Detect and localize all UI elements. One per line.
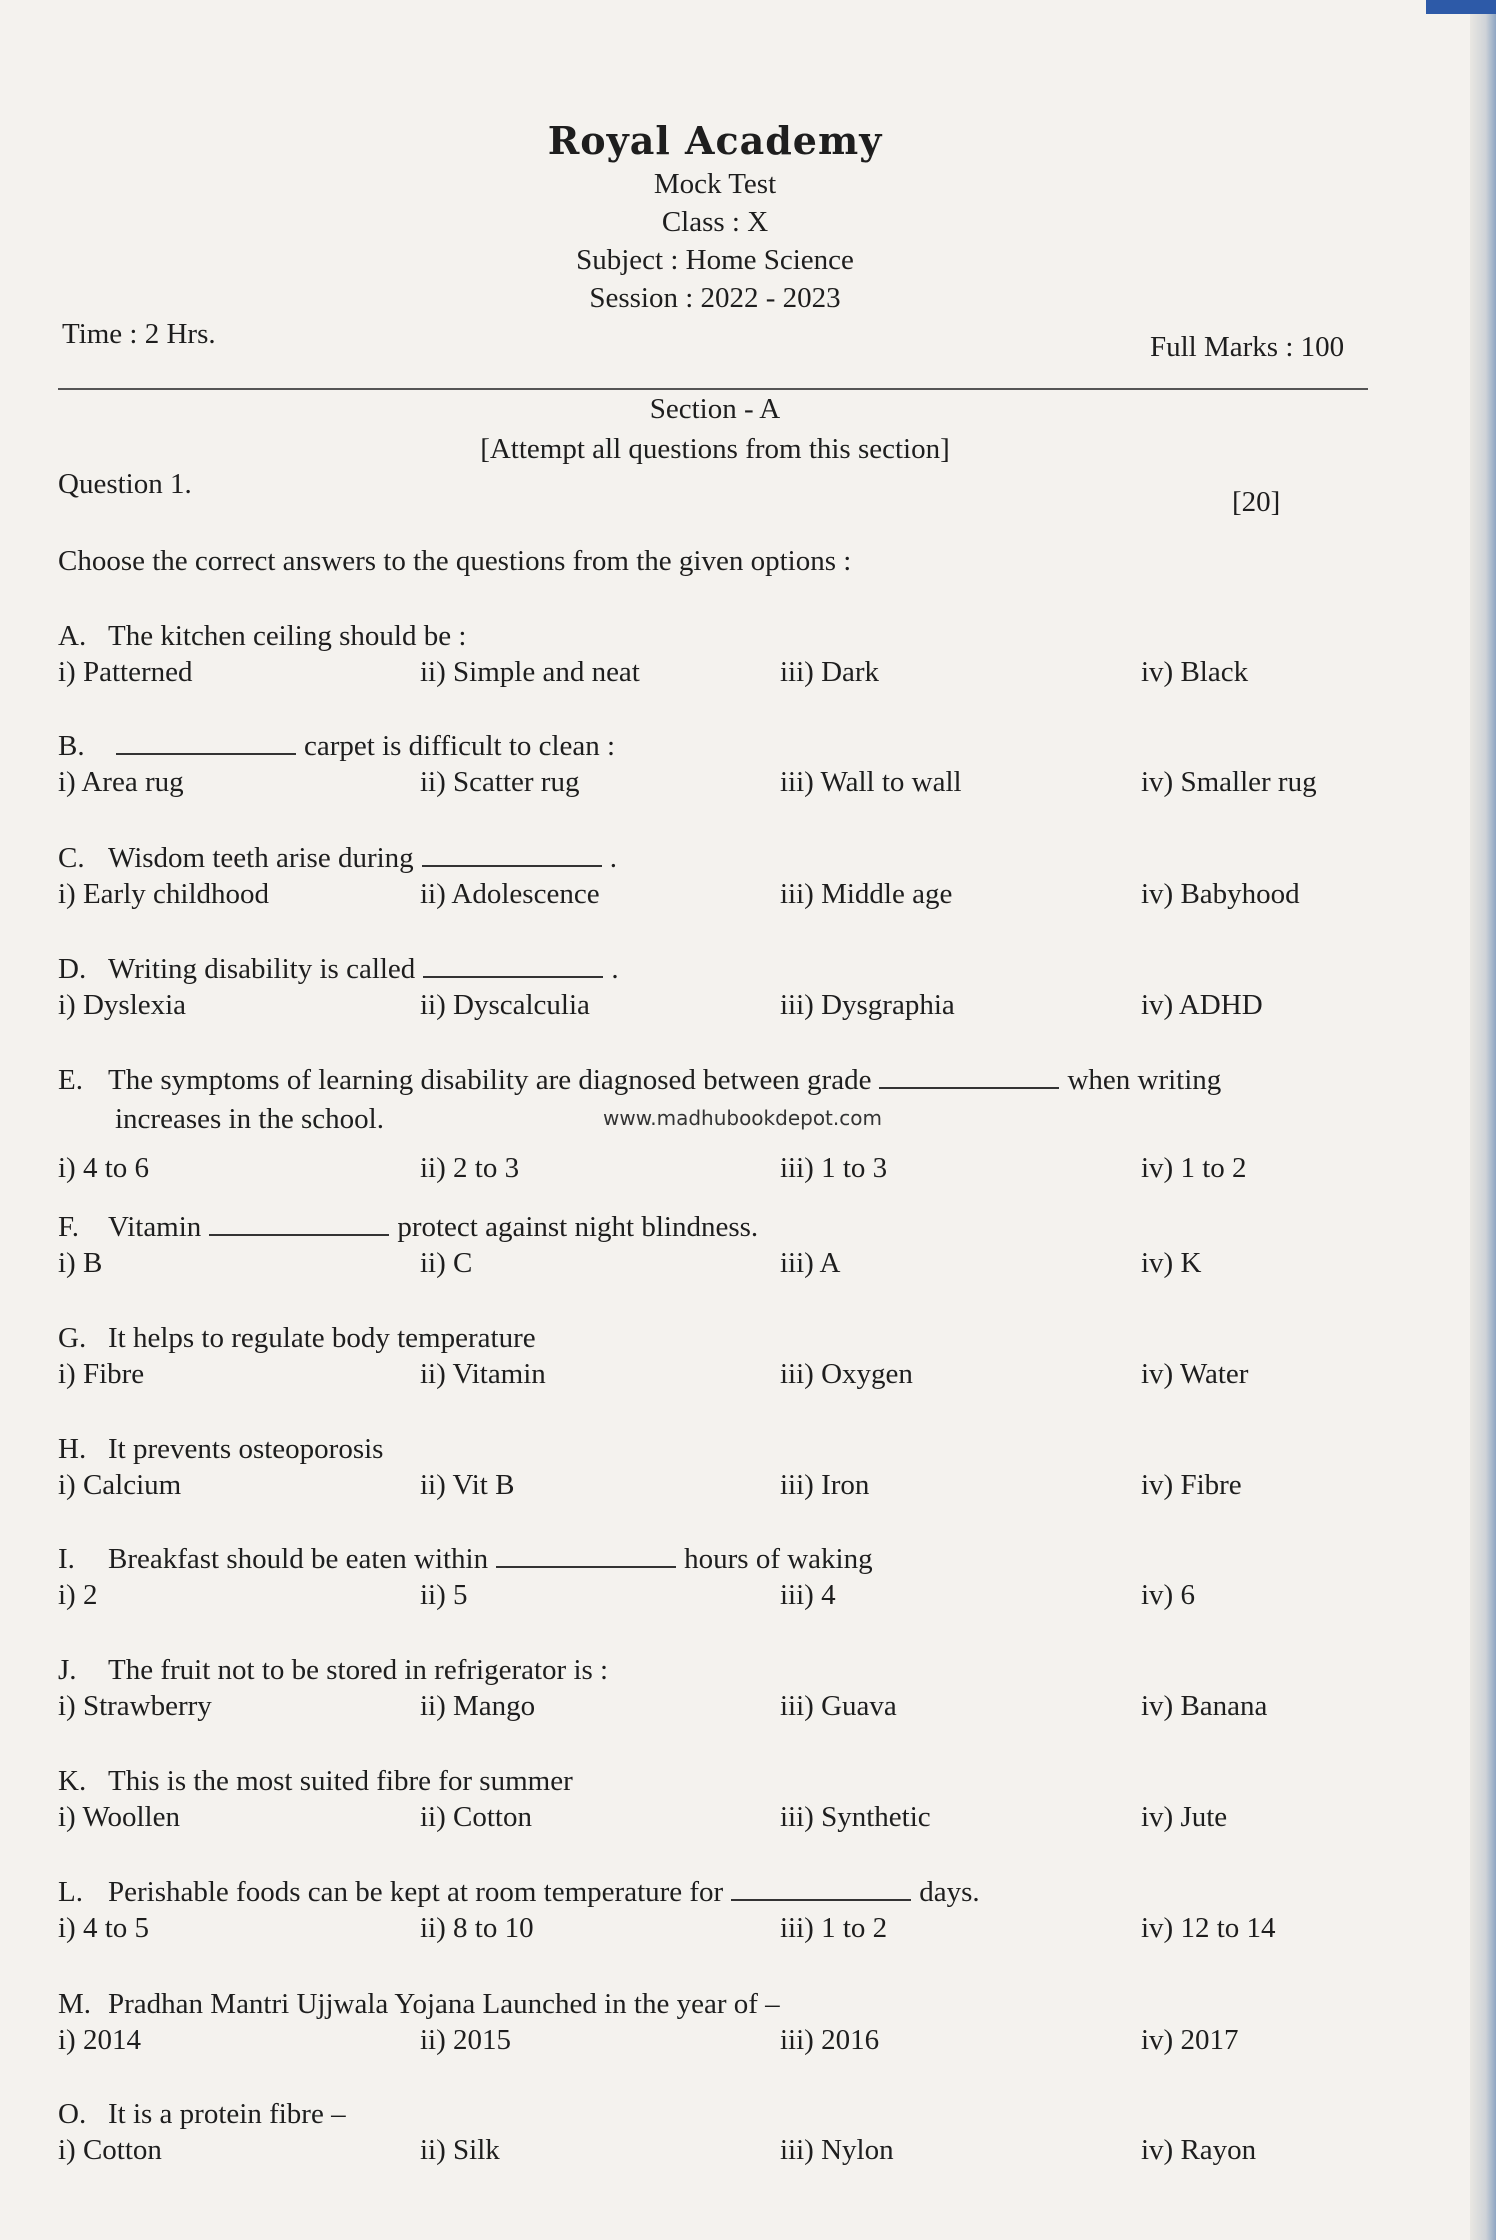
option-4: iv) K bbox=[1141, 1247, 1202, 1279]
question-text bbox=[58, 1433, 383, 1466]
option-3: iii) 2016 bbox=[780, 2024, 880, 2056]
answer-blank bbox=[116, 731, 296, 755]
answer-blank bbox=[422, 843, 602, 867]
question-stem-end: carpet is difficult to clean : bbox=[304, 730, 616, 762]
option-4: iv) Fibre bbox=[1141, 1469, 1242, 1501]
option-4: iv) Babyhood bbox=[1141, 878, 1300, 910]
question-stem: The fruit not to be stored in refrigerator is : bbox=[108, 1654, 609, 1686]
option-1: i) Calcium bbox=[58, 1469, 182, 1501]
question-stem: Breakfast should be eaten within bbox=[108, 1543, 489, 1575]
question-text bbox=[58, 1322, 536, 1355]
question-item bbox=[58, 1211, 1398, 1311]
question-text bbox=[58, 1064, 1221, 1097]
option-1: i) Woollen bbox=[58, 1801, 180, 1833]
question-text bbox=[58, 842, 617, 875]
option-2: ii) 2 to 3 bbox=[420, 1152, 520, 1184]
option-4: iv) Smaller rug bbox=[1141, 766, 1317, 798]
question-stem: It prevents osteoporosis bbox=[108, 1433, 384, 1465]
option-4: iv) Rayon bbox=[1141, 2134, 1257, 2166]
option-2: ii) 2015 bbox=[420, 2024, 512, 2056]
answer-blank bbox=[423, 954, 603, 978]
option-2: ii) C bbox=[420, 1247, 473, 1279]
question-stem-end: . bbox=[611, 953, 619, 985]
answer-blank bbox=[731, 1877, 911, 1901]
question-letter: C. bbox=[58, 842, 85, 874]
option-3: iii) Dysgraphia bbox=[780, 989, 955, 1021]
question-letter: B. bbox=[58, 730, 85, 762]
question-item bbox=[58, 1543, 1398, 1643]
option-3: iii) Guava bbox=[780, 1690, 897, 1722]
question-stem-end: days. bbox=[919, 1876, 980, 1908]
option-1: i) Patterned bbox=[58, 656, 193, 688]
question-stem: Wisdom teeth arise during bbox=[108, 842, 414, 874]
option-3: iii) Synthetic bbox=[780, 1801, 931, 1833]
question-text bbox=[58, 1211, 758, 1244]
option-4: iv) Black bbox=[1141, 656, 1249, 688]
option-3: iii) Nylon bbox=[780, 2134, 894, 2166]
question-letter: D. bbox=[58, 953, 87, 985]
question-item bbox=[58, 2098, 1398, 2198]
time-label: Time : 2 Hrs. bbox=[62, 318, 216, 350]
option-2: ii) Silk bbox=[420, 2134, 500, 2166]
question-item bbox=[58, 1654, 1398, 1754]
full-marks-label: Full Marks : 100 bbox=[1150, 331, 1345, 363]
question-item bbox=[58, 1322, 1398, 1422]
question-item bbox=[58, 1064, 1398, 1184]
answer-blank bbox=[879, 1065, 1059, 1089]
question-stem: This is the most suited fibre for summer bbox=[108, 1765, 573, 1797]
question-item bbox=[58, 620, 1398, 720]
question-text bbox=[58, 953, 619, 986]
question-item bbox=[58, 953, 1398, 1053]
option-2: ii) Dyscalculia bbox=[420, 989, 590, 1021]
option-4: iv) Water bbox=[1141, 1358, 1249, 1390]
option-4: iv) 6 bbox=[1141, 1579, 1195, 1611]
question-letter: O. bbox=[58, 2098, 87, 2130]
question-stem: Pradhan Mantri Ujjwala Yojana Launched in the year of – bbox=[108, 1988, 780, 2020]
option-2: ii) Simple and neat bbox=[420, 656, 640, 688]
option-2: ii) Scatter rug bbox=[420, 766, 580, 798]
question-text bbox=[58, 1543, 873, 1576]
option-1: i) Area rug bbox=[58, 766, 184, 798]
exam-title: Mock Test bbox=[653, 168, 777, 200]
section-instruction: [Attempt all questions from this section] bbox=[480, 433, 950, 465]
directions: Choose the correct answers to the questions from the given options : bbox=[58, 545, 852, 577]
school-name: Royal Academy bbox=[547, 118, 883, 163]
question-text bbox=[58, 620, 466, 653]
option-2: ii) Mango bbox=[420, 1690, 536, 1722]
answer-blank bbox=[209, 1212, 389, 1236]
option-3: iii) Iron bbox=[780, 1469, 870, 1501]
question-letter: A. bbox=[58, 620, 87, 652]
question-letter: F. bbox=[58, 1211, 80, 1243]
option-1: i) 2 bbox=[58, 1579, 98, 1611]
option-3: iii) Middle age bbox=[780, 878, 953, 910]
option-4: iv) 2017 bbox=[1141, 2024, 1239, 2056]
class-label: Class : X bbox=[661, 206, 769, 238]
answer-blank bbox=[496, 1544, 676, 1568]
question-letter: H. bbox=[58, 1433, 87, 1465]
question-letter: J. bbox=[58, 1654, 77, 1686]
option-1: i) Dyslexia bbox=[58, 989, 187, 1021]
question-stem-end: hours of waking bbox=[684, 1543, 873, 1575]
watermark: www.madhubookdepot.com bbox=[603, 1106, 882, 1130]
option-1: i) Early childhood bbox=[58, 878, 270, 910]
question-text bbox=[58, 1765, 573, 1798]
question-stem: The kitchen ceiling should be : bbox=[108, 620, 467, 652]
question-stem: Vitamin bbox=[108, 1211, 202, 1243]
question-text bbox=[58, 1988, 780, 2021]
option-1: i) 4 to 6 bbox=[58, 1152, 150, 1184]
option-2: ii) Cotton bbox=[420, 1801, 532, 1833]
question-letter: M. bbox=[58, 1988, 92, 2020]
question-letter: G. bbox=[58, 1322, 87, 1354]
option-4: iv) Jute bbox=[1141, 1801, 1228, 1833]
question-item bbox=[58, 1765, 1398, 1865]
question-stem-end: . bbox=[609, 842, 617, 874]
option-1: i) 2014 bbox=[58, 2024, 141, 2056]
option-2: ii) Adolescence bbox=[420, 878, 600, 910]
question-stem: The symptoms of learning disability are diagnosed between grade bbox=[108, 1064, 872, 1096]
question-text bbox=[58, 2098, 346, 2131]
question-item bbox=[58, 1988, 1398, 2088]
subject-label: Subject : Home Science bbox=[576, 244, 854, 276]
question-letter: I. bbox=[58, 1543, 75, 1575]
question-marks: [20] bbox=[1232, 486, 1281, 518]
question-text bbox=[58, 1654, 608, 1687]
question-item bbox=[58, 1433, 1398, 1533]
option-3: iii) Dark bbox=[780, 656, 880, 688]
question-stem: It helps to regulate body temperature bbox=[108, 1322, 536, 1354]
option-1: i) Fibre bbox=[58, 1358, 145, 1390]
page-edge bbox=[1470, 0, 1496, 2240]
question-item bbox=[58, 842, 1398, 942]
option-2: ii) Vit B bbox=[420, 1469, 515, 1501]
question-stem: Perishable foods can be kept at room temperature for bbox=[108, 1876, 724, 1908]
question-item bbox=[58, 1876, 1398, 1976]
question-stem: Writing disability is called bbox=[108, 953, 416, 985]
question-letter: K. bbox=[58, 1765, 87, 1797]
option-3: iii) 1 to 2 bbox=[780, 1912, 888, 1944]
option-2: ii) 5 bbox=[420, 1579, 468, 1611]
question-e-continuation: increases in the school. bbox=[115, 1103, 384, 1135]
option-3: iii) A bbox=[780, 1247, 841, 1279]
question-text bbox=[58, 1876, 980, 1909]
option-4: iv) Banana bbox=[1141, 1690, 1268, 1722]
option-1: i) B bbox=[58, 1247, 103, 1279]
question-stem: It is a protein fibre – bbox=[108, 2098, 346, 2130]
question-text bbox=[58, 730, 615, 763]
session-label: Session : 2022 - 2023 bbox=[589, 282, 841, 314]
option-1: i) Cotton bbox=[58, 2134, 162, 2166]
section-title: Section - A bbox=[649, 393, 781, 425]
question-letter: L. bbox=[58, 1876, 83, 1908]
question-letter: E. bbox=[58, 1064, 83, 1096]
option-2: ii) 8 to 10 bbox=[420, 1912, 534, 1944]
option-4: iv) 1 to 2 bbox=[1141, 1152, 1247, 1184]
question-number: Question 1. bbox=[58, 468, 192, 500]
option-3: iii) 4 bbox=[780, 1579, 836, 1611]
question-stem-end: protect against night blindness. bbox=[397, 1211, 759, 1243]
option-1: i) Strawberry bbox=[58, 1690, 212, 1722]
header-divider bbox=[58, 388, 1368, 390]
option-4: iv) 12 to 14 bbox=[1141, 1912, 1276, 1944]
option-4: iv) ADHD bbox=[1141, 989, 1263, 1021]
page-corner bbox=[1426, 0, 1496, 14]
option-3: iii) Wall to wall bbox=[780, 766, 962, 798]
option-2: ii) Vitamin bbox=[420, 1358, 546, 1390]
option-1: i) 4 to 5 bbox=[58, 1912, 150, 1944]
question-stem-end: when writing bbox=[1067, 1064, 1222, 1096]
option-3: iii) Oxygen bbox=[780, 1358, 913, 1390]
question-item bbox=[58, 730, 1398, 830]
option-3: iii) 1 to 3 bbox=[780, 1152, 888, 1184]
